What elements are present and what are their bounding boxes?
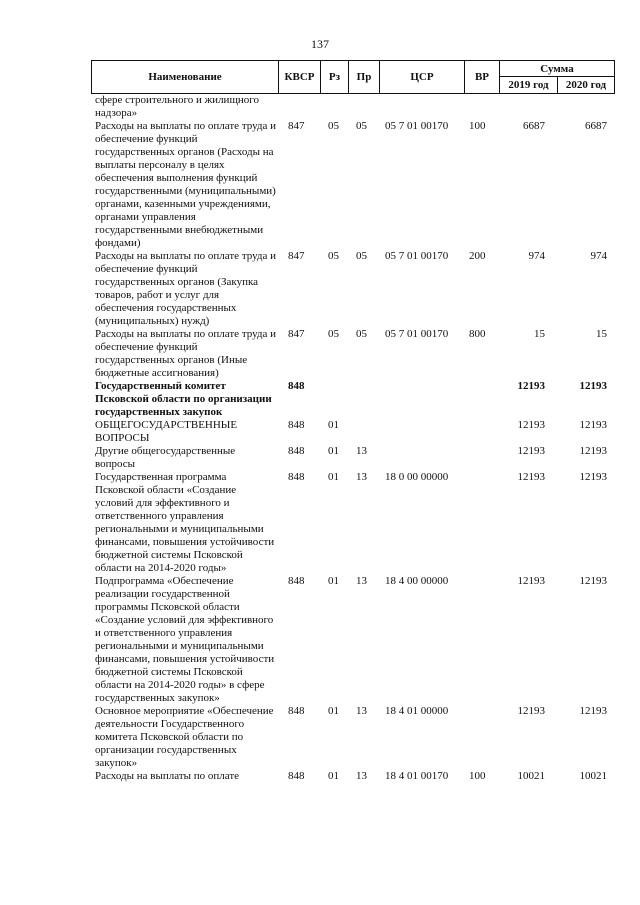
cell-csr: 18 4 00 00000 xyxy=(385,575,449,587)
cell-pr: 13 xyxy=(356,770,367,782)
cell-sum-2020: 10021 xyxy=(579,770,607,782)
cell-pr: 05 xyxy=(356,120,367,132)
cell-kvsr: 848 xyxy=(288,575,305,587)
cell-kvsr: 848 xyxy=(288,471,305,483)
cell-vr: 200 xyxy=(469,250,486,262)
cell-name: Расходы на выплаты по оплате труда и обеспечение функций государственных органов (Иные бюджетные ассигнования) xyxy=(95,328,277,379)
table-row xyxy=(91,328,615,380)
cell-name: Государственная программа Псковской области «Создание условий для эффективного и ответственного управления региональными и муниципальными финансами, повышения устойчивости бюджетной системы Псковской области на 2014-2020 годы» xyxy=(95,471,275,574)
header-2019: 2019 год xyxy=(500,76,558,93)
cell-kvsr: 848 xyxy=(288,705,305,717)
table-row xyxy=(91,575,615,705)
cell-sum-2020: 12193 xyxy=(579,380,607,392)
header-sum: Сумма xyxy=(500,61,614,77)
cell-name: сфере строительного и жилищного надзора» xyxy=(95,94,260,119)
cell-name: Подпрограмма «Обеспечение реализации государственной программы Псковской области «Создание условий для эффективного и ответственного управления региональными и муниципальными финансами, повышения устойчивости бюджетной системы Псковской области на 2014-2020 годы» в сфере государственных закупок» xyxy=(95,575,275,704)
cell-vr: 100 xyxy=(469,770,486,782)
cell-rz: 01 xyxy=(328,471,339,483)
table-row xyxy=(91,471,615,575)
cell-rz: 05 xyxy=(328,120,339,132)
cell-csr: 18 0 00 00000 xyxy=(385,471,449,483)
cell-rz: 05 xyxy=(328,328,339,340)
budget-table xyxy=(91,60,615,783)
cell-kvsr: 848 xyxy=(288,419,305,431)
cell-sum-2019: 15 xyxy=(534,328,545,340)
table-row xyxy=(91,94,615,120)
cell-sum-2019: 6687 xyxy=(523,120,545,132)
cell-kvsr: 847 xyxy=(288,250,305,262)
cell-name: Расходы на выплаты по оплате xyxy=(95,770,240,782)
cell-sum-2020: 6687 xyxy=(585,120,607,132)
cell-sum-2019: 12193 xyxy=(517,445,545,457)
header-pr: Пр xyxy=(349,61,380,93)
header-csr: ЦСР xyxy=(380,61,465,93)
cell-vr: 800 xyxy=(469,328,486,340)
cell-name: Расходы на выплаты по оплате труда и обеспечение функций государственных органов (Закупка товаров, работ и услуг для обеспечения государственных (муниципальных) нужд) xyxy=(95,250,277,327)
cell-rz: 01 xyxy=(328,705,339,717)
cell-sum-2020: 12193 xyxy=(579,471,607,483)
table-row xyxy=(91,250,615,328)
cell-csr: 18 4 01 00170 xyxy=(385,770,449,782)
cell-csr: 18 4 01 00000 xyxy=(385,705,449,717)
cell-vr: 100 xyxy=(469,120,486,132)
cell-sum-2020: 12193 xyxy=(579,575,607,587)
cell-pr: 05 xyxy=(356,250,367,262)
cell-rz: 01 xyxy=(328,419,339,431)
cell-name: Расходы на выплаты по оплате труда и обеспечение функций государственных органов (Расходы на выплаты персоналу в целях обеспечения выполнения функций государственными (муниципальными) органами, казенными учреждениями, органами управления государственными внебюджетными фондами) xyxy=(95,120,277,249)
cell-csr: 05 7 01 00170 xyxy=(385,120,449,132)
cell-name: Государственный комитет Псковской области по организации государственных закупок xyxy=(95,380,272,418)
cell-pr: 13 xyxy=(356,471,367,483)
cell-sum-2019: 12193 xyxy=(517,575,545,587)
cell-sum-2019: 10021 xyxy=(517,770,545,782)
cell-csr: 05 7 01 00170 xyxy=(385,250,449,262)
table-row xyxy=(91,419,615,445)
table-header xyxy=(91,60,615,94)
cell-name: Основное мероприятие «Обеспечение деятельности Государственного комитета Псковской области по организации государственных закупок» xyxy=(95,705,274,769)
cell-rz: 01 xyxy=(328,770,339,782)
table-row xyxy=(91,705,615,770)
cell-csr: 05 7 01 00170 xyxy=(385,328,449,340)
cell-sum-2020: 15 xyxy=(596,328,607,340)
cell-sum-2019: 12193 xyxy=(517,419,545,431)
cell-sum-2020: 12193 xyxy=(579,445,607,457)
header-2020: 2020 год xyxy=(565,78,607,91)
cell-sum-2019: 12193 xyxy=(517,471,545,483)
header-vr: ВР xyxy=(465,61,500,93)
cell-sum-2020: 12193 xyxy=(579,419,607,431)
cell-rz: 01 xyxy=(328,445,339,457)
cell-rz: 01 xyxy=(328,575,339,587)
cell-pr: 13 xyxy=(356,445,367,457)
header-name: Наименование xyxy=(92,61,279,93)
cell-kvsr: 848 xyxy=(288,380,305,392)
page-number: 137 xyxy=(311,37,329,51)
cell-pr: 13 xyxy=(356,705,367,717)
table-row xyxy=(91,380,615,419)
table-row xyxy=(91,445,615,471)
cell-name: ОБЩЕГОСУДАРСТВЕННЫЕ ВОПРОСЫ xyxy=(95,419,238,444)
table-body xyxy=(91,94,615,783)
cell-kvsr: 848 xyxy=(288,445,305,457)
table-row xyxy=(91,770,615,783)
cell-sum-2020: 12193 xyxy=(579,705,607,717)
cell-sum-2019: 974 xyxy=(528,250,545,262)
cell-sum-2019: 12193 xyxy=(517,705,545,717)
cell-sum-2019: 12193 xyxy=(517,380,545,392)
cell-kvsr: 847 xyxy=(288,120,305,132)
header-rz: Рз xyxy=(321,61,349,93)
cell-pr: 05 xyxy=(356,328,367,340)
cell-name: Другие общегосударственные вопросы xyxy=(95,445,236,470)
cell-kvsr: 847 xyxy=(288,328,305,340)
cell-pr: 13 xyxy=(356,575,367,587)
table-row xyxy=(91,120,615,250)
header-kvsr: КВСР xyxy=(279,61,321,93)
cell-sum-2020: 974 xyxy=(590,250,607,262)
cell-rz: 05 xyxy=(328,250,339,262)
cell-kvsr: 848 xyxy=(288,770,305,782)
